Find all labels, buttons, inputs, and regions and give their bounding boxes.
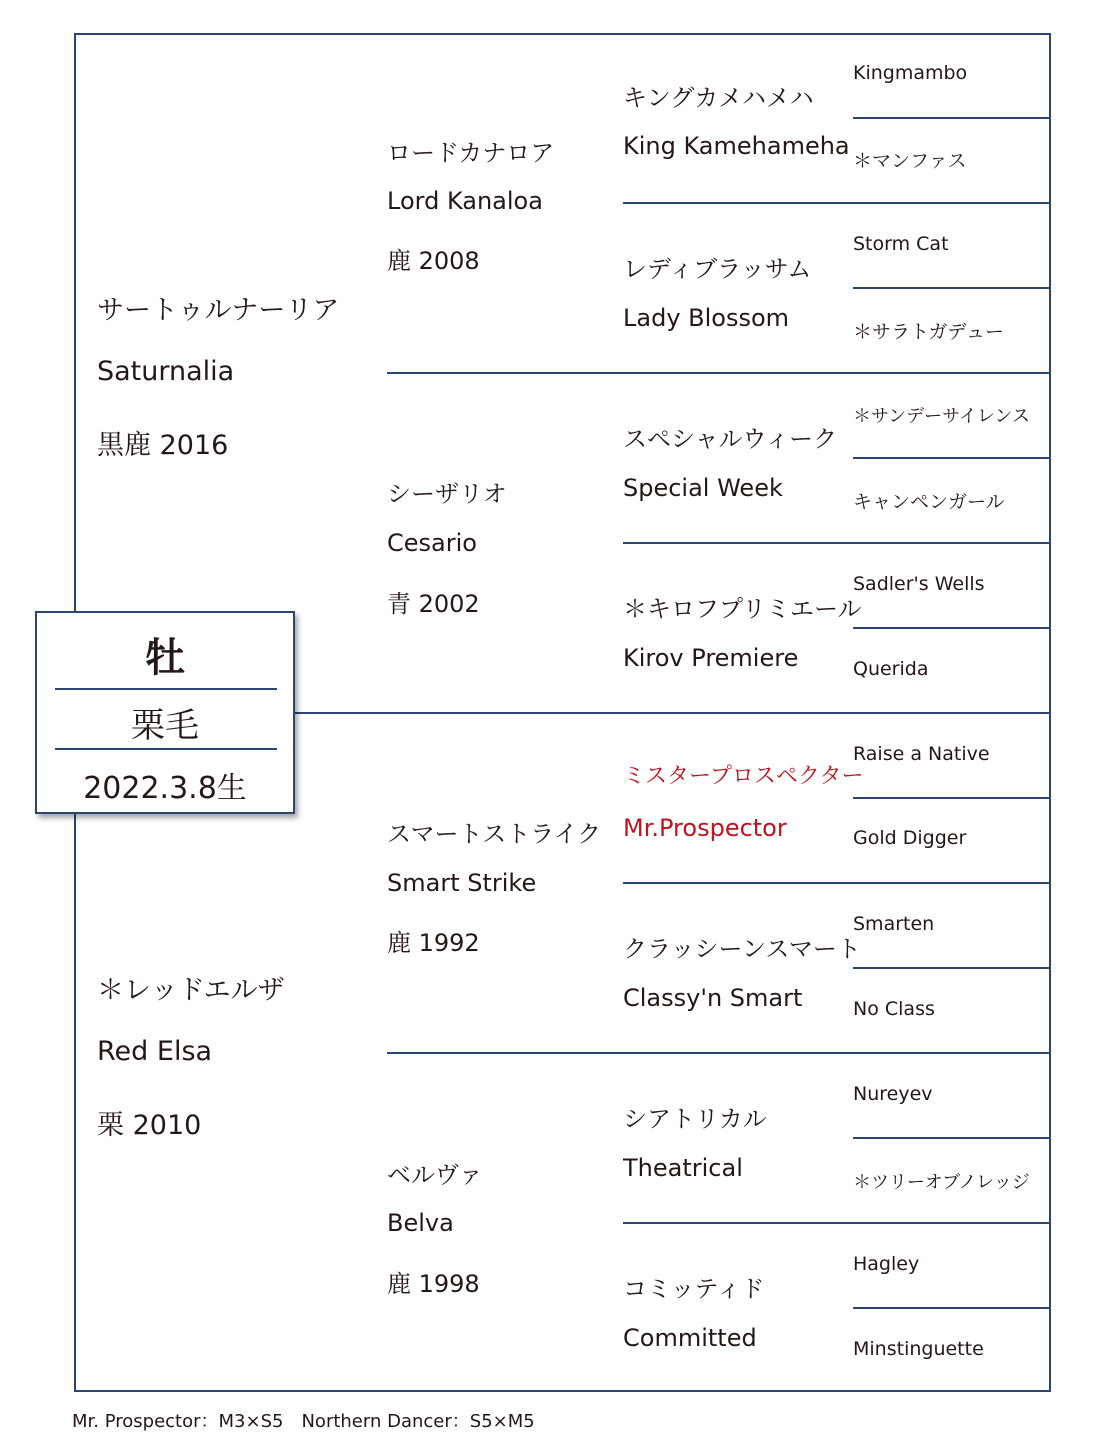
gen3-name-jp-highlight: ミスタープロスペクター [623, 764, 864, 789]
divider-gen4 [853, 797, 1051, 799]
gen2-info: 鹿 1998 [387, 1270, 480, 1298]
divider-sire-dam [295, 712, 1051, 714]
gen3-name-jp: シアトリカル [623, 1105, 767, 1133]
gen2-name-jp: シーザリオ [387, 480, 507, 508]
foal-box-divider [55, 748, 277, 750]
gen4-name: ＊マンファス [853, 150, 967, 172]
divider-gen3 [623, 542, 1051, 544]
gen4-name: No Class [853, 998, 935, 1020]
gen3-name-jp: スペシャルウィーク [623, 425, 838, 453]
gen4-name: Smarten [853, 913, 935, 935]
gen2-info: 青 2002 [387, 590, 480, 618]
foal-birth-date: 2022.3.8生 [83, 771, 247, 806]
divider-gen4 [853, 967, 1051, 969]
gen2-name-en: Cesario [387, 529, 477, 557]
dam-info: 栗 2010 [97, 1110, 202, 1141]
divider-gen3 [623, 882, 1051, 884]
gen3-name-jp: コミッティド [623, 1275, 765, 1303]
divider-gen4 [853, 287, 1051, 289]
gen2-name-jp: ロードカナロア [387, 139, 555, 167]
gen2-info: 鹿 1992 [387, 929, 480, 957]
gen4-name: Raise a Native [853, 743, 990, 765]
gen3-name-en: King Kamehameha [623, 132, 850, 160]
divider-gen4 [853, 1137, 1051, 1139]
gen2-name-jp: ベルヴァ [387, 1161, 483, 1189]
gen4-name: Storm Cat [853, 233, 949, 255]
gen3-name-jp: ＊キロフプリミエール [623, 595, 862, 623]
foal-info-box [35, 611, 295, 814]
gen4-name: Querida [853, 658, 929, 680]
gen3-name-jp: クラッシーンスマート [623, 935, 861, 963]
divider-gen4 [853, 1307, 1051, 1309]
sire-name-en: Saturnalia [97, 356, 235, 387]
gen4-name: Sadler's Wells [853, 573, 985, 595]
inbreeding-footnote: Mr. Prospector：M3×S5 Northern Dancer：S5×M5 [72, 1411, 535, 1432]
divider-gen3 [623, 1222, 1051, 1224]
gen3-name-jp: レディブラッサム [623, 255, 812, 283]
gen4-name: Gold Digger [853, 827, 967, 849]
divider-gen4 [853, 457, 1051, 459]
sire-name-jp: サートゥルナーリア [97, 295, 340, 326]
divider-gen4 [853, 627, 1051, 629]
gen4-name: Hagley [853, 1253, 920, 1275]
divider-gen4 [853, 117, 1051, 119]
gen2-info: 鹿 2008 [387, 247, 480, 275]
divider-gen2-dam [387, 1052, 1051, 1054]
foal-sex: 牡 [145, 635, 185, 681]
gen3-name-en-highlight: Mr.Prospector [623, 814, 787, 842]
dam-name-jp: ＊レッドエルザ [97, 975, 285, 1006]
gen3-name-en: Classy'n Smart [623, 984, 803, 1012]
sire-info: 黒鹿 2016 [97, 430, 229, 461]
divider-gen2-sire [387, 372, 1051, 374]
gen3-name-jp: キングカメハメハ [623, 84, 814, 112]
gen4-name: ＊サンデーサイレンス [853, 406, 1030, 427]
foal-box-divider [55, 688, 277, 690]
gen2-name-jp: スマートストライク [387, 820, 602, 848]
gen4-name: Kingmambo [853, 62, 968, 84]
gen2-name-en: Lord Kanaloa [387, 187, 543, 215]
gen4-name: キャンペンガール [853, 491, 1005, 513]
gen4-name: ＊サラトガデュー [853, 321, 1004, 343]
gen3-name-en: Kirov Premiere [623, 644, 799, 672]
divider-gen3 [623, 202, 1051, 204]
gen4-name: Nureyev [853, 1083, 933, 1105]
gen4-name: ＊ツリーオブノレッジ [853, 1172, 1030, 1193]
gen3-name-en: Lady Blossom [623, 304, 790, 332]
dam-name-en: Red Elsa [97, 1036, 213, 1067]
gen4-name: Minstinguette [853, 1338, 984, 1360]
gen2-name-en: Belva [387, 1209, 454, 1237]
gen3-name-en: Committed [623, 1324, 757, 1352]
gen3-name-en: Theatrical [623, 1154, 743, 1182]
gen3-name-en: Special Week [623, 474, 783, 502]
gen2-name-en: Smart Strike [387, 869, 537, 897]
foal-color: 栗毛 [131, 706, 199, 746]
